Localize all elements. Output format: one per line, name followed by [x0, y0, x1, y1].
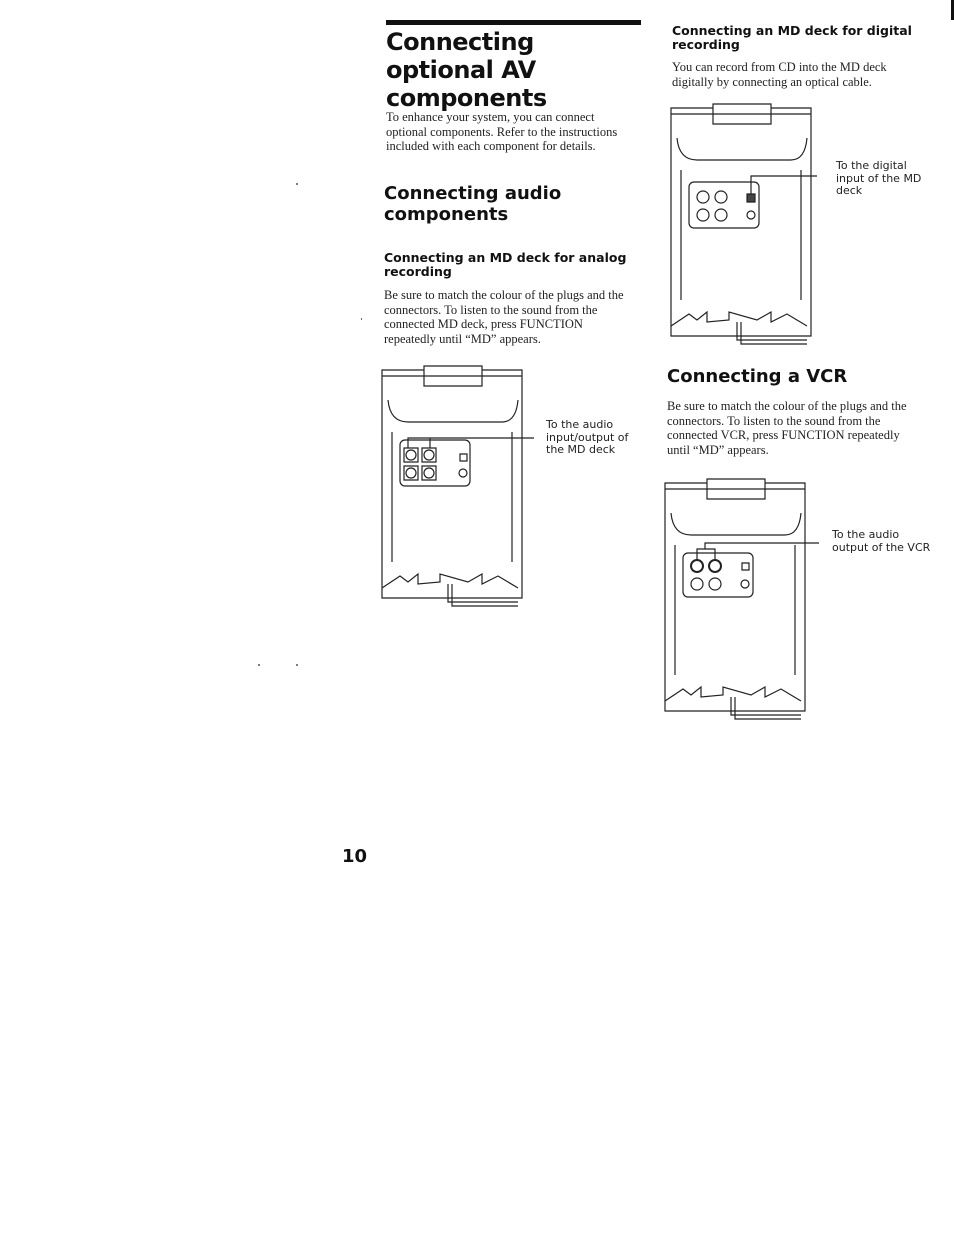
rear-panel-outline: [382, 370, 522, 598]
optical-port: [747, 194, 755, 202]
panel-recess: [677, 138, 807, 160]
scan-speck: [296, 183, 298, 185]
page-title: Connecting optional AV components: [386, 28, 547, 112]
panel-base: [382, 574, 518, 588]
digital-connection-diagram: [667, 100, 817, 350]
rear-panel-outline: [671, 108, 811, 336]
panel-base: [671, 312, 807, 326]
cable-lead: [737, 322, 807, 344]
rca-jack-connected: [709, 560, 721, 572]
digital-callout: To the digital input of the MD deck: [836, 159, 922, 198]
title-rule: [386, 20, 641, 25]
rca-jack: [406, 450, 416, 460]
rca-jack: [424, 468, 434, 478]
optical-port: [460, 454, 467, 461]
cable-lead: [448, 584, 518, 606]
digital-body: You can record from CD into the MD deck digitally by connecting an optical cable.: [672, 60, 887, 89]
analog-heading: Connecting an MD deck for analog recording: [384, 250, 627, 279]
jack-panel: [400, 440, 470, 486]
digital-heading: Connecting an MD deck for digital recording: [672, 23, 912, 52]
intro-paragraph: To enhance your system, you can connect optional components. Refer to the instructions included with each component for details.: [386, 110, 618, 154]
cable-line: [705, 543, 819, 549]
scan-speck: [258, 664, 260, 666]
panel-base: [665, 687, 801, 701]
optical-port: [742, 563, 749, 570]
panel-recess: [671, 513, 801, 535]
rca-jack-connected: [691, 560, 703, 572]
vcr-heading: Connecting a VCR: [667, 366, 848, 387]
analog-connection-diagram: [378, 362, 528, 612]
rca-jack: [697, 191, 709, 203]
rca-jack: [424, 450, 434, 460]
antenna-jack: [747, 211, 755, 219]
jack-panel: [683, 553, 753, 597]
analog-body: Be sure to match the colour of the plugs and the connectors. To listen to the sound from the connected MD deck, press FUNCTION repeatedly until “MD” appears.: [384, 288, 624, 346]
rca-jack: [715, 209, 727, 221]
analog-callout: To the audio input/output of the MD deck: [546, 418, 629, 457]
scan-speck: [361, 318, 362, 320]
rca-jack: [406, 468, 416, 478]
rca-jack: [715, 191, 727, 203]
rca-jack: [697, 209, 709, 221]
vcr-connection-diagram: [661, 475, 811, 725]
page-number: 10: [342, 846, 368, 867]
cable-line: [697, 549, 715, 560]
vcr-body: Be sure to match the colour of the plugs and the connectors. To listen to the sound from the connected VCR, press FUNCTION repeatedly until “MD” appears.: [667, 399, 907, 457]
panel-recess: [388, 400, 518, 422]
vcr-callout: To the audio output of the VCR: [832, 528, 931, 554]
optical-cable-line: [751, 176, 817, 194]
antenna-jack: [741, 580, 749, 588]
rca-jack: [691, 578, 703, 590]
rca-jack: [709, 578, 721, 590]
audio-section-heading: Connecting audio components: [384, 183, 562, 225]
antenna-jack: [459, 469, 467, 477]
cable-lead: [731, 697, 801, 719]
scan-speck: [296, 664, 298, 666]
jack-panel: [689, 182, 759, 228]
